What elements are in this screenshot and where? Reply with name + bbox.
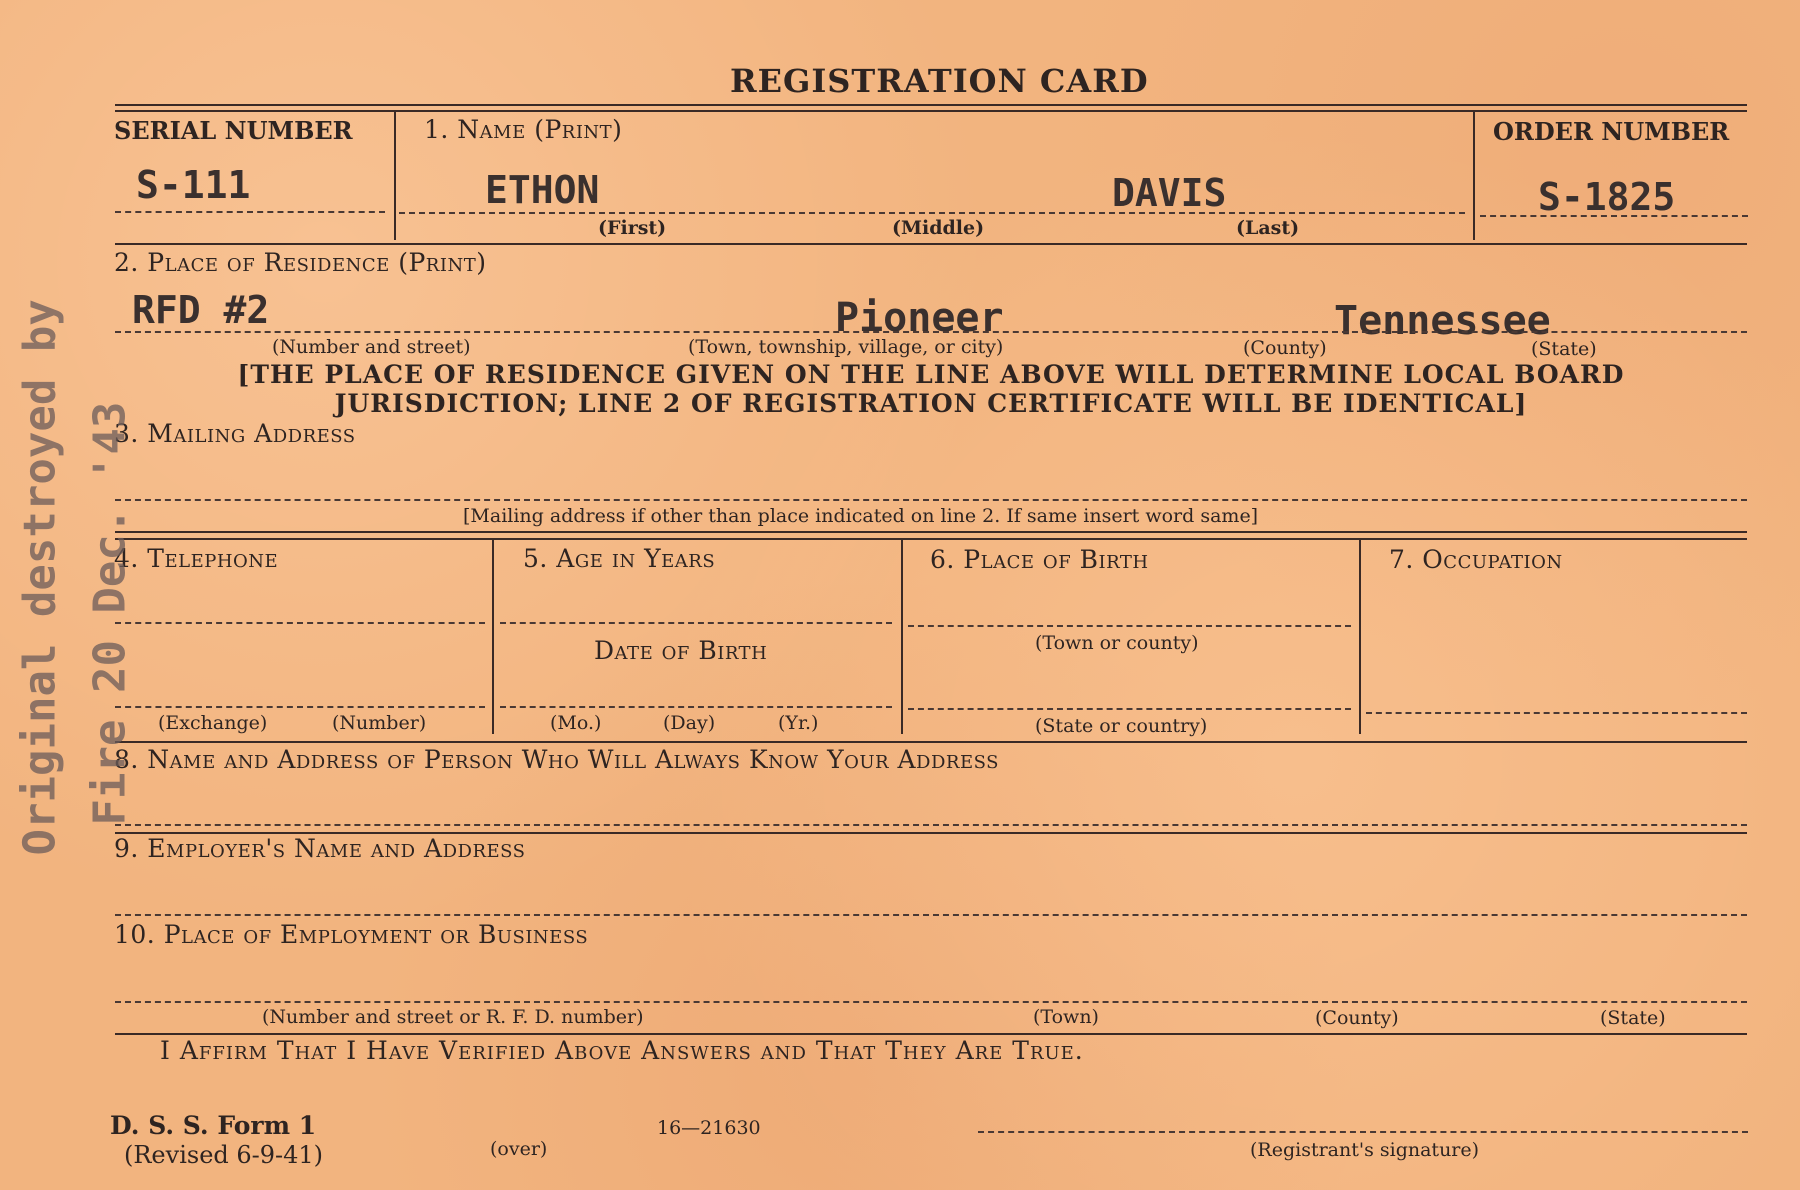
residence-town-value: Pioneer: [835, 295, 1004, 341]
divider: [1473, 112, 1475, 240]
serial-number-value: S-111: [136, 163, 251, 207]
employer-line: [115, 914, 1747, 916]
affirmation-text: I Affirm That I Have Verified Above Answers and That They Are True.: [160, 1036, 1084, 1065]
first-name-value: ETHON: [485, 168, 600, 212]
birthplace-label: 6. Place of Birth: [930, 545, 1149, 574]
divider: [1359, 540, 1361, 734]
year-caption: (Yr.): [778, 712, 819, 734]
street-caption: (Number and street): [272, 336, 471, 358]
signature-caption: (Registrant's signature): [1250, 1139, 1480, 1161]
serial-line: [115, 211, 385, 213]
employment-street-caption: (Number and street or R. F. D. number): [262, 1006, 644, 1028]
name-line: [399, 212, 1465, 214]
county-caption: (County): [1243, 337, 1327, 359]
order-line: [1480, 215, 1748, 217]
row-rule: [115, 741, 1747, 743]
mailing-line: [115, 499, 1747, 501]
order-number-label: ORDER NUMBER: [1493, 117, 1730, 146]
middle-caption: (Middle): [892, 217, 985, 239]
destroyed-stamp-line1: Original destroyed by: [14, 299, 66, 856]
dob-line: [500, 706, 892, 708]
mailing-address-label: 3. Mailing Address: [114, 419, 356, 448]
top-rule: [115, 104, 1747, 106]
card-title: REGISTRATION CARD: [730, 62, 1149, 100]
signature-line: [978, 1131, 1748, 1133]
age-line: [500, 622, 892, 624]
exchange-caption: (Exchange): [158, 712, 268, 734]
form-revised: (Revised 6-9-41): [124, 1141, 324, 1169]
name-label: 1. Name (Print): [424, 115, 623, 144]
divider: [394, 112, 396, 240]
first-caption: (First): [598, 217, 667, 239]
telephone-line: [115, 622, 485, 624]
employment-place-label: 10. Place of Employment or Business: [114, 920, 589, 949]
birthplace-town-caption: (Town or county): [1035, 632, 1199, 654]
order-number-value: S-1825: [1538, 175, 1676, 219]
last-caption: (Last): [1236, 217, 1300, 239]
residence-line: [115, 331, 1747, 333]
state-caption: (State): [1531, 338, 1597, 360]
employment-state-caption: (State): [1600, 1007, 1666, 1029]
number-caption: (Number): [332, 712, 427, 734]
mailing-caption: [Mailing address if other than place indicated on line 2. If same insert word same]: [463, 505, 1259, 527]
print-code: 16—21630: [657, 1117, 761, 1139]
date-of-birth-label: Date of Birth: [594, 636, 768, 665]
residence-street-value: RFD #2: [132, 288, 270, 332]
residence-county-value: Tennessee: [1334, 298, 1551, 344]
telephone-line-2: [115, 706, 485, 708]
employment-line: [115, 1001, 1747, 1003]
serial-number-label: SERIAL NUMBER: [114, 116, 353, 145]
contact-person-label: 8. Name and Address of Person Who Will Always Know Your Address: [114, 745, 999, 774]
row-rule: [115, 243, 1747, 245]
town-caption: (Town, township, village, or city): [688, 336, 1004, 358]
destroyed-stamp-line2: Fire 20 Dec. '43: [84, 401, 136, 826]
contact-line: [115, 824, 1747, 826]
divider: [901, 540, 903, 734]
jurisdiction-notice-line2: JURISDICTION; LINE 2 OF REGISTRATION CERTIFICATE WILL BE IDENTICAL]: [334, 389, 1528, 418]
top-rule-2: [115, 110, 1747, 112]
residence-label: 2. Place of Residence (Print): [114, 248, 487, 277]
month-caption: (Mo.): [550, 712, 602, 734]
row-rule: [115, 1033, 1747, 1035]
row-rule-2: [115, 538, 1747, 540]
employment-county-caption: (County): [1315, 1007, 1399, 1029]
divider: [492, 540, 494, 734]
occupation-label: 7. Occupation: [1389, 545, 1563, 574]
birthplace-state-caption: (State or country): [1035, 715, 1208, 737]
jurisdiction-notice-line1: [THE PLACE OF RESIDENCE GIVEN ON THE LINE ABOVE WILL DETERMINE LOCAL BOARD: [237, 360, 1625, 389]
employment-town-caption: (Town): [1033, 1006, 1099, 1028]
age-label: 5. Age in Years: [523, 544, 716, 573]
telephone-label: 4. Telephone: [114, 544, 279, 573]
row-rule: [115, 531, 1747, 533]
over-note: (over): [490, 1138, 548, 1160]
last-name-value: DAVIS: [1112, 171, 1227, 215]
day-caption: (Day): [663, 712, 716, 734]
birthplace-line: [908, 625, 1351, 627]
occupation-line: [1366, 712, 1747, 714]
employer-label: 9. Employer's Name and Address: [114, 834, 526, 863]
form-name: D. S. S. Form 1: [110, 1111, 317, 1140]
birthplace-line-2: [908, 708, 1351, 710]
